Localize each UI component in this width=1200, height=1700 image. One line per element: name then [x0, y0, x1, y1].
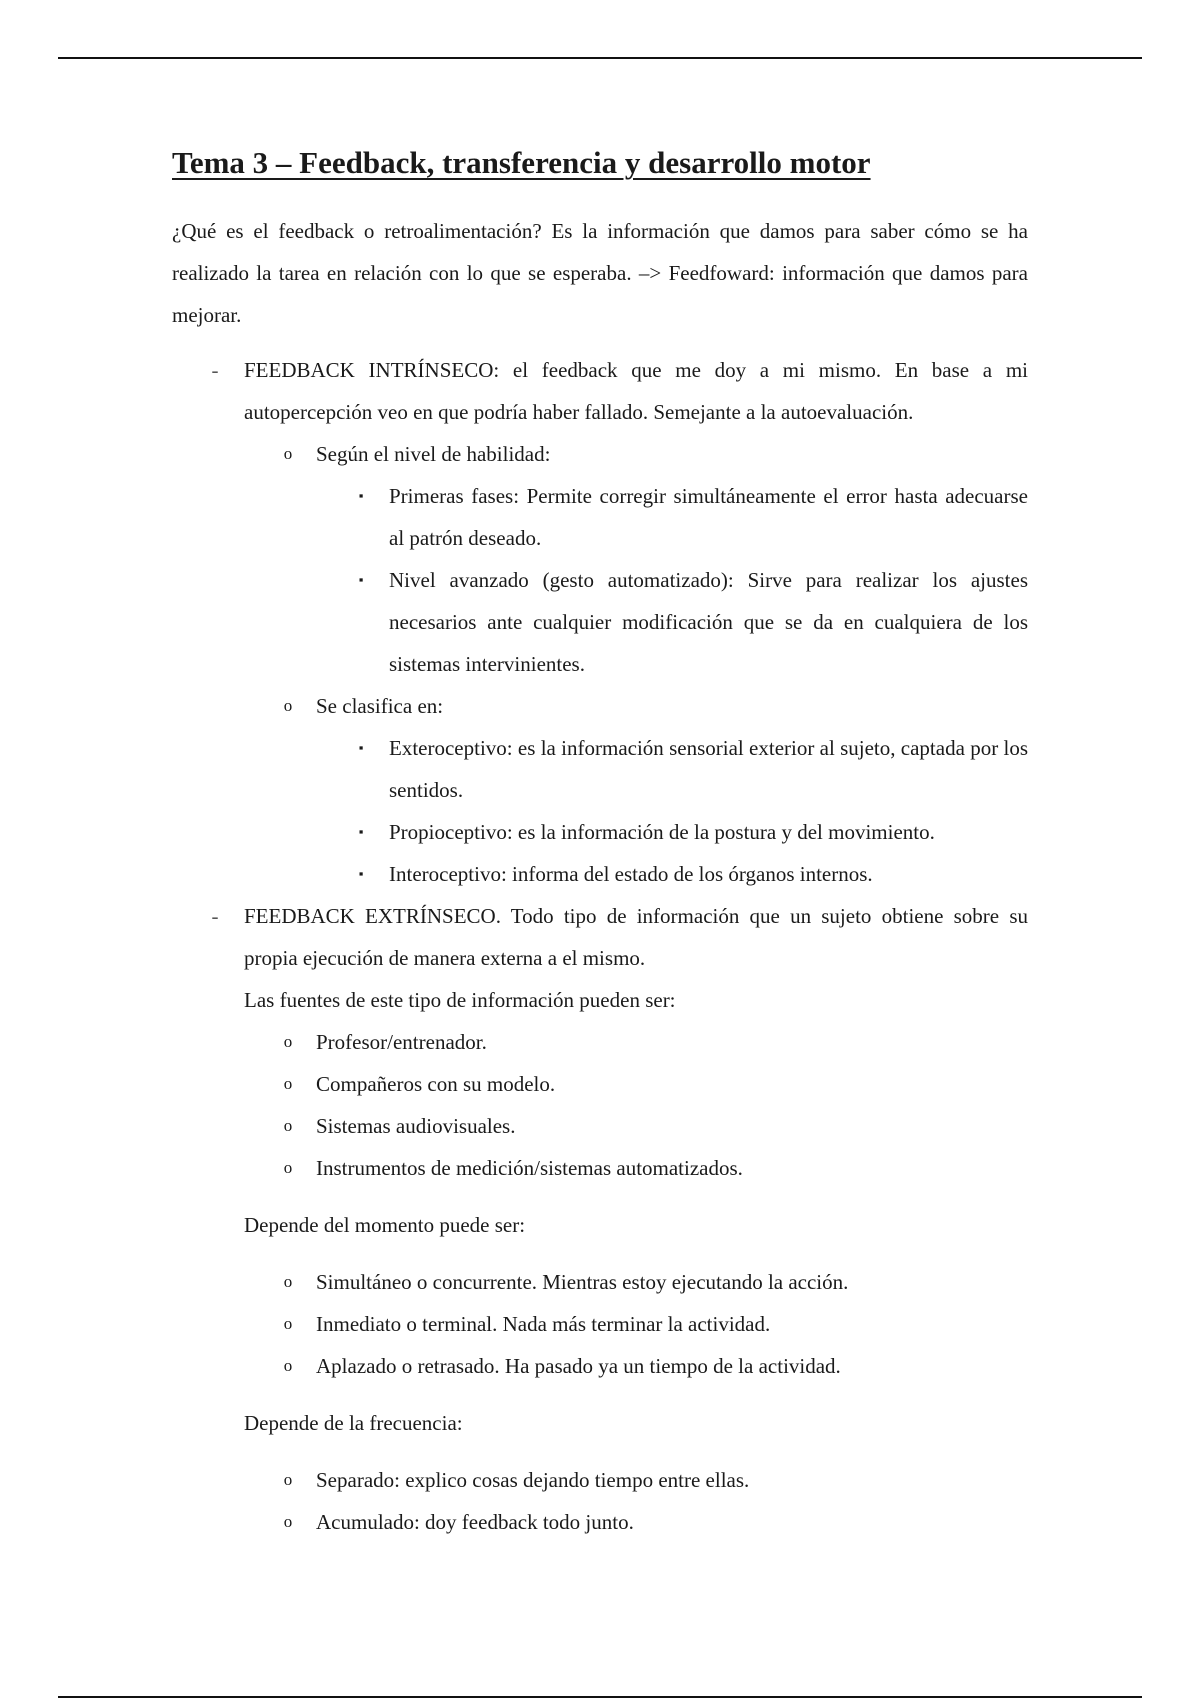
list-item-clasifica [244, 685, 1028, 895]
list-item [316, 475, 1028, 559]
list-item-text: Propioceptivo: es la información de la postura y del movimiento. [389, 820, 935, 844]
habilidad-list [316, 475, 1028, 685]
clasifica-label: Se clasifica en: [316, 694, 444, 718]
circle-bullet: o [283, 1470, 293, 1489]
list-item-text: Separado: explico cosas dejando tiempo entre ellas. [316, 1468, 750, 1492]
list-item [316, 811, 1028, 853]
circle-bullet: o [283, 1158, 293, 1177]
list-item-text: Sistemas audiovisuales. [316, 1114, 516, 1138]
list-item-text: Inmediato o terminal. Nada más terminar la actividad. [316, 1312, 771, 1336]
list-item [244, 1261, 1028, 1303]
circle-bullet: o [283, 1116, 293, 1135]
clasifica-list [316, 727, 1028, 895]
list-item [244, 1105, 1028, 1147]
square-bullet: ▪ [358, 488, 364, 503]
momento-list [244, 1261, 1028, 1387]
list-item-text: Profesor/entrenador. [316, 1030, 487, 1054]
list-item-text: Instrumentos de medición/sistemas automatizados. [316, 1156, 743, 1180]
header-rule [58, 57, 1142, 59]
page-title: Tema 3 – Feedback, transferencia y desarrollo motor [172, 145, 871, 180]
list-item [244, 1501, 1028, 1543]
list-item-habilidad [244, 433, 1028, 685]
list-item [316, 727, 1028, 811]
circle-bullet: o [283, 1356, 293, 1375]
extrinseco-text: FEEDBACK EXTRÍNSECO. Todo tipo de información que un sujeto obtiene sobre su propia ejecución de manera externa a el mismo. [244, 904, 1028, 970]
momento-label: Depende del momento puede ser: [244, 1213, 526, 1237]
list-item [244, 1147, 1028, 1189]
list-item-text: Nivel avanzado (gesto automatizado): Sirve para realizar los ajustes necesarios ante cualquier modificación que se da en cualquiera de los sistemas intervinientes. [389, 568, 1028, 676]
list-item-text: Compañeros con su modelo. [316, 1072, 556, 1096]
habilidad-label: Según el nivel de habilidad: [316, 442, 551, 466]
intro-paragraph: ¿Qué es el feedback o retroalimentación? Es la información que damos para saber cómo se ha realizado la tarea en relación con lo que se esperaba. –> Feedfoward: información que damos para mejorar. [172, 219, 1028, 327]
list-item-text: Primeras fases: Permite corregir simultáneamente el error hasta adecuarse al patrón deseado. [389, 484, 1028, 550]
fuentes-list [244, 1021, 1028, 1189]
list-item-text: Exteroceptivo: es la información sensorial exterior al sujeto, captada por los sentidos. [389, 736, 1028, 802]
list-item [244, 1459, 1028, 1501]
fuentes-label: Las fuentes de este tipo de información pueden ser: [244, 988, 676, 1012]
list-item-extrinseco [172, 895, 1028, 1543]
dash-bullet: - [211, 904, 219, 928]
list-item [244, 1345, 1028, 1387]
list-item-text: Simultáneo o concurrente. Mientras estoy ejecutando la acción. [316, 1270, 849, 1294]
circle-bullet: o [283, 1272, 293, 1291]
document-body [172, 210, 1028, 1543]
feedback-types-list [172, 349, 1028, 1543]
footer-rule [58, 1696, 1142, 1698]
circle-bullet: o [283, 1074, 293, 1093]
circle-bullet: o [283, 1032, 293, 1051]
square-bullet: ▪ [358, 740, 364, 755]
circle-bullet: o [283, 1512, 293, 1531]
dash-bullet: - [211, 358, 219, 382]
square-bullet: ▪ [358, 866, 364, 881]
frecuencia-list [244, 1459, 1028, 1543]
circle-bullet: o [283, 444, 293, 463]
list-item [316, 559, 1028, 685]
intrinseco-text: FEEDBACK INTRÍNSECO: el feedback que me doy a mi mismo. En base a mi autopercepción veo en que podría haber fallado. Semejante a la autoevaluación. [244, 358, 1028, 424]
circle-bullet: o [283, 1314, 293, 1333]
list-item [244, 1063, 1028, 1105]
list-item [244, 1303, 1028, 1345]
intrinseco-sublist [244, 433, 1028, 895]
list-item [244, 1021, 1028, 1063]
square-bullet: ▪ [358, 824, 364, 839]
list-item-text: Acumulado: doy feedback todo junto. [316, 1510, 634, 1534]
square-bullet: ▪ [358, 572, 364, 587]
list-item-text: Aplazado o retrasado. Ha pasado ya un tiempo de la actividad. [316, 1354, 841, 1378]
list-item-intrinseco [172, 349, 1028, 895]
list-item-text: Interoceptivo: informa del estado de los órganos internos. [389, 862, 873, 886]
list-item [316, 853, 1028, 895]
frecuencia-label: Depende de la frecuencia: [244, 1411, 463, 1435]
circle-bullet: o [283, 696, 293, 715]
